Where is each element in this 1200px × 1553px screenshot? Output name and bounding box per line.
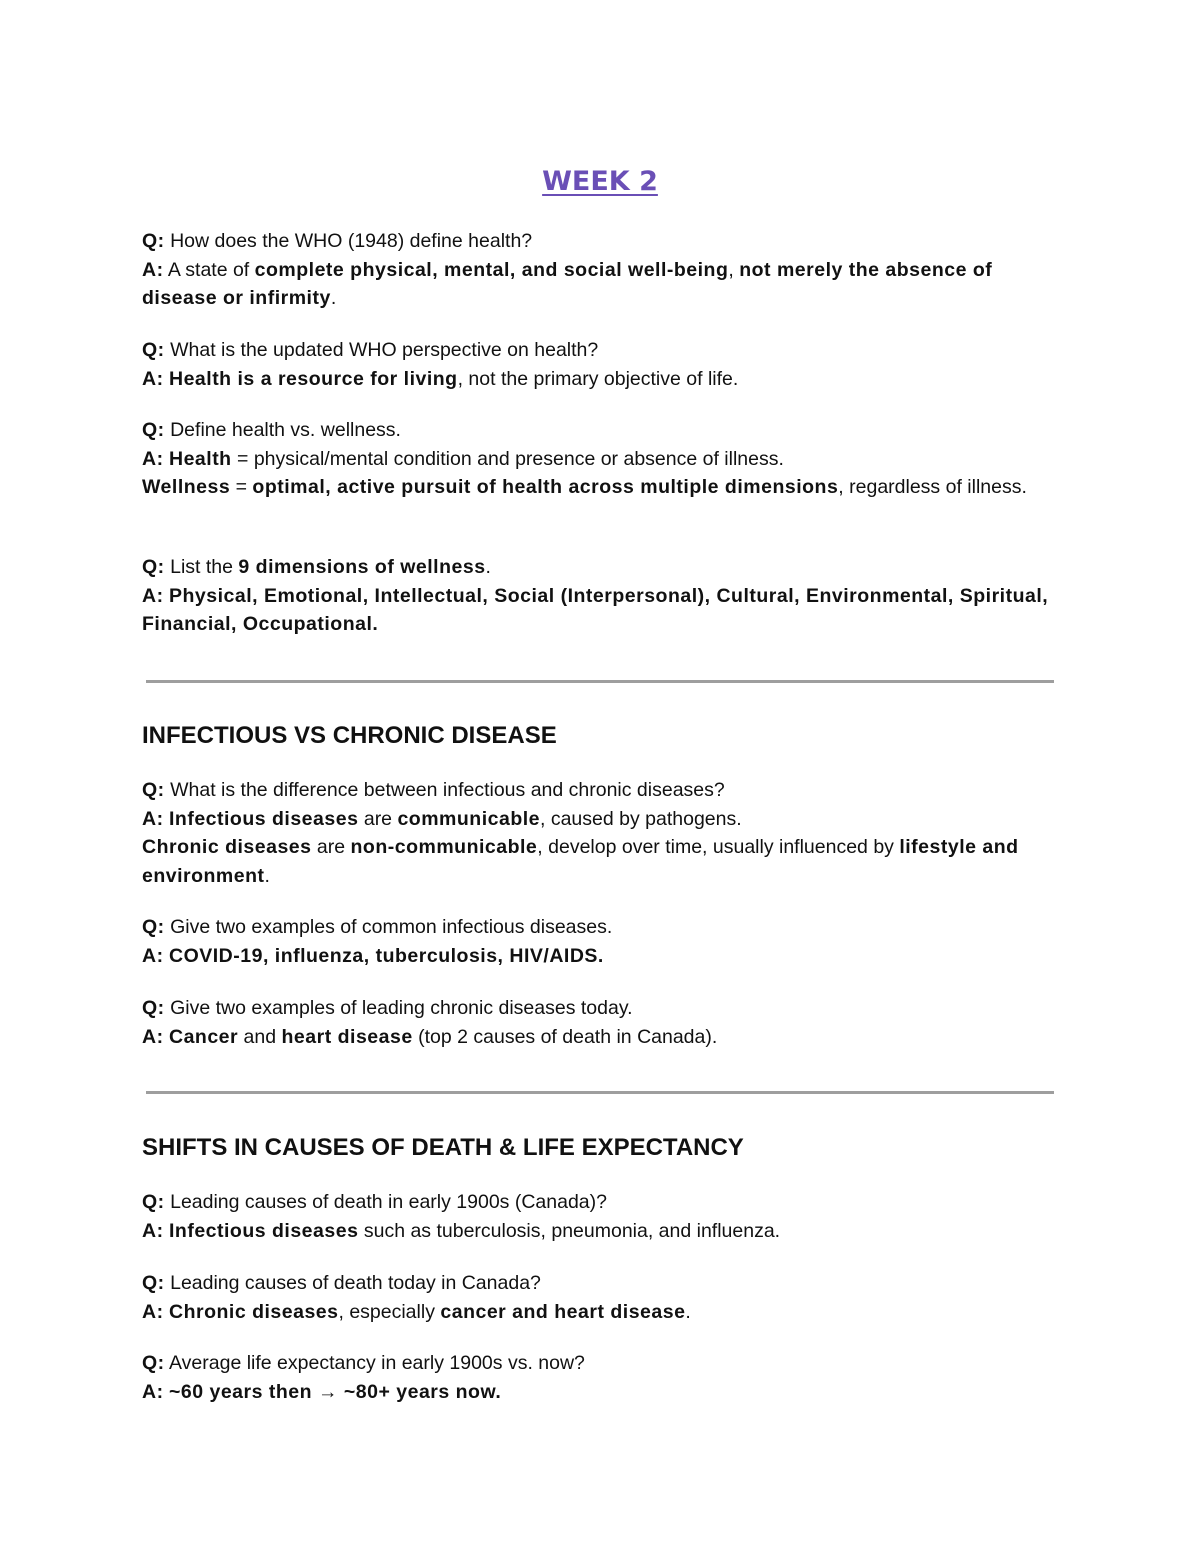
question: Q: Leading causes of death in early 1900s (Canada)? [142,1191,607,1213]
qa-block [142,1188,1062,1245]
answer: A: Physical, Emotional, Intellectual, Social (Interpersonal), Cultural, Environmental, Spiritual, Financial, Occupational. [142,584,1049,636]
question: Q: What is the difference between infectious and chronic diseases? [142,779,725,801]
question: Q: Give two examples of common infectious diseases. [142,916,613,938]
qa-block [142,416,1062,502]
answer: A: Chronic diseases, especially cancer and heart disease. [142,1300,691,1323]
qa-block [142,913,1062,970]
question: Q: Leading causes of death today in Canada? [142,1272,541,1294]
question: Q: List the 9 dimensions of wellness. [142,556,491,578]
qa-block [142,1349,1062,1406]
answer: A: COVID-19, influenza, tuberculosis, HIV/AIDS. [142,944,604,967]
answer-continued: Chronic diseases are non-communicable, develop over time, usually influenced by lifestyle and environment. [142,836,1019,888]
section-heading: INFECTIOUS VS CHRONIC DISEASE [142,722,557,749]
answer: A: Cancer and heart disease (top 2 causes of death in Canada). [142,1025,718,1048]
section-heading: SHIFTS IN CAUSES OF DEATH & LIFE EXPECTANCY [142,1134,744,1161]
answer: A: Health = physical/mental condition and presence or absence of illness. [142,447,784,470]
answer: A: ~60 years then → ~80+ years now. [142,1380,502,1403]
answer: A: A state of complete physical, mental, and social well-being, not merely the absence of disease or infirmity. [142,258,993,310]
qa-block [142,336,1062,393]
qa-block [142,1269,1062,1326]
qa-block [142,227,1062,313]
question: Q: Average life expectancy in early 1900s vs. now? [142,1352,585,1374]
question: Q: What is the updated WHO perspective on health? [142,339,599,361]
qa-block [142,553,1062,639]
horizontal-divider [146,680,1054,683]
answer: A: Infectious diseases such as tuberculosis, pneumonia, and influenza. [142,1219,781,1242]
qa-block [142,776,1062,891]
question: Q: Give two examples of leading chronic diseases today. [142,997,633,1019]
horizontal-divider [146,1091,1054,1094]
qa-block [142,994,1062,1051]
question: Q: Define health vs. wellness. [142,419,401,441]
answer: A: Infectious diseases are communicable, caused by pathogens. [142,807,742,830]
question: Q: How does the WHO (1948) define health? [142,230,533,252]
answer-continued: Wellness = optimal, active pursuit of health across multiple dimensions, regardless of illness. [142,476,1027,499]
answer: A: Health is a resource for living, not the primary objective of life. [142,367,739,390]
page-title: WEEK 2 [542,166,658,197]
